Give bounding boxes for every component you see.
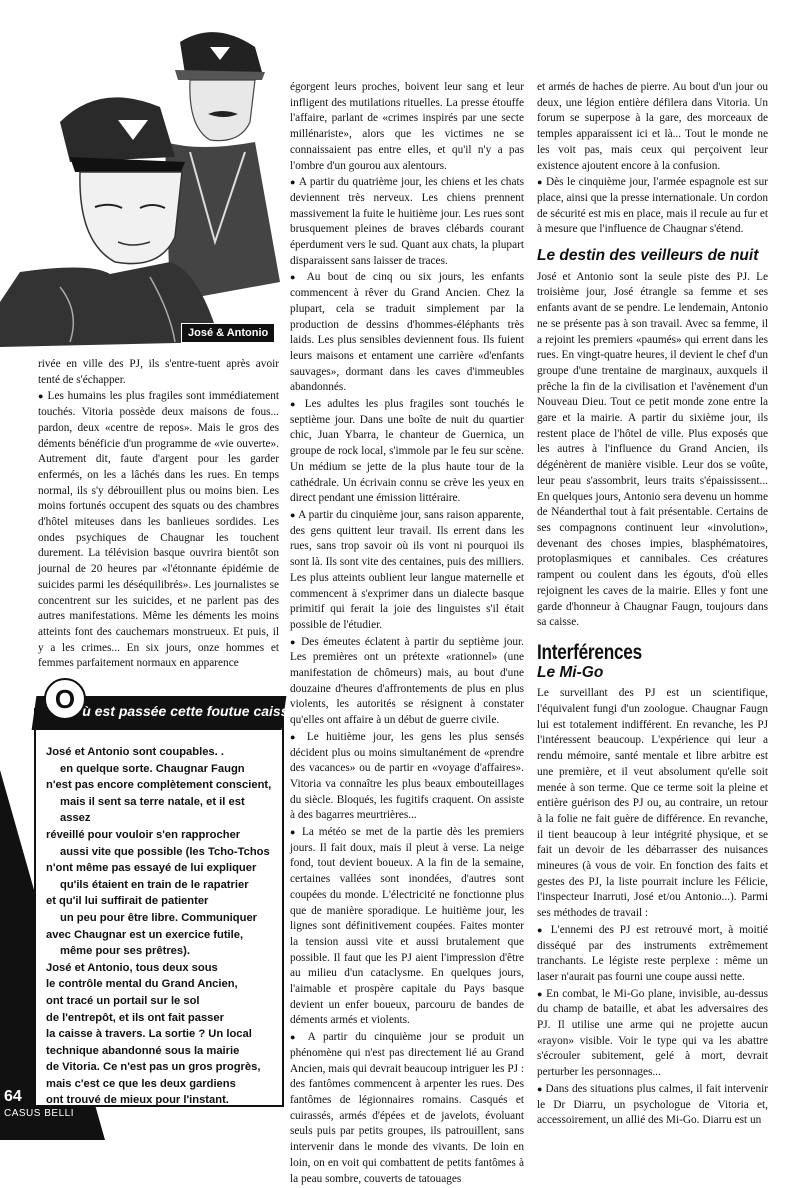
sidebar-line: ont trouvé de mieux pour l'instant. (46, 1094, 229, 1107)
sidebar-line: un peu pour être libre. Communiquer (60, 911, 258, 924)
paragraph: ● La météo se met de la partie dès les premiers jours. Il fait doux, mais il pleut à verse. La neige fond, tout devient boueux. A la fin de la semaine, certaines vallées sont inondées, d'autres sont coupées du monde. L'électricité ne fonctionne plus que de manière sporadique. Le huitième jour, les lignes sont définitivement coupées. Faites monter la tension aussi vite et aussi brutalement que possible. Il faut que les PJ aient l'impression d'être au milieu d'un cataclysme. En quelques jours, l'aimable et prospère capitale du Pays basque devient un enfer boueux, parcouru de bandes de déments armés et violents. (290, 825, 524, 1029)
sidebar-line: ont tracé un portail sur le sol (46, 994, 200, 1007)
sidebar-line: mais il sent sa terre natale, et il est assez (60, 795, 245, 825)
column-3-intro (537, 80, 768, 238)
jose-cap (60, 97, 175, 162)
paragraph: ● A partir du quatrième jour, les chiens et les chats deviennent très nerveux. Les chiens prennent massivement la fuite le huitième jour. Les rues sont brusquement pleines de braves clébards courant éperdument vers le sud. Quant aux chats, la plupart disparaissent sans laisser de traces. (290, 175, 524, 269)
jose-face (80, 172, 182, 264)
sidebar-line: de l'entrepôt, et ils ont fait passer (46, 1011, 224, 1024)
paragraph: et armés de haches de pierre. Au bout d'un jour ou deux, une légion entière défilera dans Vitoria. Un forum se superpose à la gare, des morceaux de temples apparaissent ici et là... Tout le monde ne les voit pas, mais ceux qui perçoivent leur existence ajoutent encore à la confusion. (537, 81, 768, 172)
page-number: 64 (4, 1088, 22, 1105)
antonio-face (190, 80, 255, 141)
destin-paragraph: José et Antonio sont la seule piste des PJ. Le troisième jour, José étrangle sa femme et ses enfants avant de se pendre. Le lendemain, Antonio ne se présente pas à son travail. Avec sa femme, il a rejoint les premiers «paumés» qui errent dans les rues. En vingt-quatre heures, il devient le chef d'un groupe d'une trentaine de marginaux, auxquels il prêche la fin de la civilisation et l'avènement d'un Nouveau Dieu. Tout ce petit monde zone entre la gare et la mairie. A partir du sixième jour, ils restent place de l'hôtel de ville. Plus exposés que les autres à l'influence du Grand Ancien, ils dégénèrent de manière visible. Leur dos se voûte, leur peau s'assombrit, leurs traits s'épaississent... En quelques jours, Antonio sera devenu un homme de Néanderthal tout à fait présentable. Certains de ses compagnons continuent leur «involution», devenant des choses impies, blasphématoires, protoplasmiques et cannibales. Ces créatures rampent ou coulent dans les égouts, d'où elles rejoignent les caves de la mairie. Elles y font une garde d'honneur à Chaugnar Faugn, toujours dans sa caisse. (537, 270, 768, 629)
paragraph: ● A partir du cinquième jour, sans raison apparente, des gens quittent leur travail. Ils errent dans les rues, sans trop savoir où ils vont ni pourquoi ils sont là. Ils sont vite des centaines, puis des milliers. Les plus atteints oublient leur langue maternelle et commencent à s'exprimer dans un dialecte basque primitif qui ferait la joie des linguistes s'il était possible de l'étudier. (290, 508, 524, 634)
column-2 (290, 80, 524, 1188)
paragraph: ● Des émeutes éclatent à partir du septième jour. Les premières ont un prétexte «rationnel» (une manifestation de chômeurs) mais, au bout d'une douzaine d'heures d'affrontements de plus en plus violents, les autorités se résignent à constater qu'elles ont affaire à un début de guerre civile. (290, 635, 524, 729)
paragraph: ● Dès le cinquième jour, l'armée espagnole est sur place, ainsi que la presse internationale. Un cordon de sécurité est mis en place, mais il recule au fur et à mesure que l'influence de Chaugnar s'étend. (537, 175, 768, 238)
sidebar-line: la caisse à travers. La sortie ? Un local (46, 1028, 252, 1041)
sidebar-box-title: ù est passée cette foutue caisse ? (82, 703, 309, 719)
sidebar-line: même pour ses prêtres). (60, 945, 190, 958)
sidebar-line: le contrôle mental du Grand Ancien, (46, 978, 238, 991)
sidebar-line: n'ont même pas essayé de lui expliquer (46, 862, 257, 875)
magazine-name: CASUS BELLI (4, 1108, 74, 1119)
sidebar-line: qu'ils étaient en train de le rapatrier (60, 878, 249, 891)
sidebar-line: réveillé pour vouloir s'en rapprocher (46, 828, 241, 841)
paragraph: Le surveillant des PJ est un scientifique, l'équivalent fungi d'un zoologue. Chaugnar Faugn lui est totalement indifférent. En revanche, les PJ l'intéressent beaucoup. L'expérience qui leur a rendu mémoire, santé mentale et libre arbitre est une première, et il veut absolument qu'elle soit menée à son terme. Que ce terme soit la pleine et entière guérison des PJ ou, au contraire, un retour à la folie ne fait guère de différence. En revanche, il tient beaucoup à leur intégrité physique, et se fait un devoir de les débarrasser des nuisances mineures (à vous de voir. En fonction des faits et gestes des PJ, la liste pourrait inclure les Félicie, l'inspecteur Inarruti, José et/ou Antonio...). Parmi ses méthodes de travail : (537, 687, 768, 920)
paragraph: ● A partir du cinquième jour se produit un phénomène qui n'est pas directement lié au Grand Ancien, mais qui devrait beaucoup intriguer les PJ : des fantômes commencent à arpenter les rues. Des fantômes de légionnaires romains. Casqués et cuirassés, armés d'épées et de javelots, évoluant seuls puis par petits groupes, ils patrouillent, sans intervenir dans le monde des vivants. De loin en loin, on en voit qui combattent de petits fantômes à la peau sombre, couverts de tatouages (290, 1030, 524, 1187)
sidebar-line: José et Antonio sont coupables. . (46, 746, 224, 758)
paragraph: ● Les humains les plus fragiles sont immédiatement touchés. Vitoria possède deux maisons de fous... pardon, deux «centre de repos». Mais le gros des déments bénéficie d'un programme de «vie ouverte». Autrement dit, faute d'argent pour les garder enfermés, on les a lâchés dans les rues. En temps normal, ils s'y débrouillent plus ou moins bien. Les moins fortunés occupent des squats ou des chambres d'hôtel miteuses dans les banlieues sordides. Les ondes psychiques de Chaugnar les touchent durement. La télévision basque ouvrira bientôt son journal de 20 heures par «l'étonnante épidémie de suicides parmi les déséquilibrés». Les journalistes se concentrent sur les suicides, et ne parlent pas des autres manifestations. Même les déments les moins atteints font des cauchemars monstrueux. Et puis, il y a les crimes... En six jours, onze hommes et femmes parfaitement normaux en apparence (38, 389, 279, 672)
paragraph: ● En combat, le Mi-Go plane, invisible, au-dessus du champ de bataille, et abat les adversaires des PJ. Il utilise une arme qui ne projette aucun «rayon» visible. Voir le type qui va les abattre s'écrouler subitement, gelé à mort, devrait perturber les personnages... (537, 987, 768, 1081)
illustration-caption: José & Antonio (181, 323, 275, 343)
sidebar-line: technique abandonné sous la mairie (46, 1044, 240, 1057)
sidebar-line: aussi vite que possible (les Tcho-Tchos (60, 845, 270, 858)
column-3 (537, 80, 768, 1130)
column-3-mi-go (537, 686, 768, 1129)
sidebar-line: de Vitoria. Ce n'est pas un gros progrès, (46, 1061, 261, 1074)
sidebar-line: n'est pas encore complètement conscient, (46, 779, 272, 792)
sidebar-line: mais c'est ce que les deux gardiens (46, 1077, 236, 1090)
sidebar-box-text (46, 744, 278, 1109)
paragraph: ● Le huitième jour, les gens les plus sensés décident plus ou moins simultanément de «prendre des vacances» ou de partir en «voyage d'affaires». Vitoria va connaître les plus beaux embouteillages du siècle. Bloqués, les fugitifs craquent. On assiste à des bagarres meurtrières... (290, 730, 524, 824)
sidebar-box-initial: O (44, 678, 86, 720)
sidebar-line: et qu'il lui suffirait de patienter (46, 895, 209, 908)
heading-interferences: Interférences (537, 640, 642, 664)
sidebar-line: avec Chaugnar est un exercice futile, (46, 928, 244, 941)
sidebar-box (34, 684, 309, 1107)
sidebar-line: en quelque sorte. Chaugnar Faugn (60, 762, 245, 775)
jose-antonio-illustration (0, 12, 285, 347)
sidebar-box-header (32, 684, 309, 730)
column-1 (38, 357, 279, 673)
heading-destin: Le destin des veilleurs de nuit (537, 247, 759, 265)
paragraph: ● Dans des situations plus calmes, il fait intervenir le Dr Diarru, un psychologue de Vitoria et, accessoirement, un allié des Mi-Go. Diarru est un (537, 1082, 768, 1129)
paragraph: ● Au bout de cinq ou six jours, les enfants commencent à rêver du Grand Ancien. Chez la plupart, cela se traduit simplement par la production de dessins d'hommes-éléphants très laids. Les plus sensibles deviennent fous. Ils fuient leurs maisons et entament une carrière «d'enfants sauvages», dormant dans les caves d'immeubles abandonnés. (290, 270, 524, 396)
paragraph: ● Les adultes les plus fragiles sont touchés le septième jour. Dans une boîte de nuit du quartier chic, Juan Ybarra, le chanteur de Guernica, un groupe de rock local, s'immole par le feu sur scène. Un médium se jette de la plus haute tour de la cathédrale. Un écrivain connu se crève les yeux en direct pendant une émission littéraire. (290, 397, 524, 507)
paragraph: ● L'ennemi des PJ est retrouvé mort, à moitié disséqué par des instruments extrêmement tranchants. Le légiste reste perplexe : même un laser n'aurait pas fourni une coupe aussi nette. (537, 923, 768, 986)
paragraph: égorgent leurs proches, boivent leur sang et leur infligent des mutilations rituelles. La presse étouffe l'affaire, parlant de «crimes inspirés par une secte millénariste», alors que les victimes ne se connaissaient pas entre elles, et qu'il n'y a pas l'ombre d'un gourou aux alentours. (290, 81, 524, 172)
paragraph: rivée en ville des PJ, ils s'entre-tuent après avoir tenté de s'échapper. (38, 358, 279, 386)
heading-mi-go: Le Mi-Go (537, 663, 604, 681)
sidebar-line: José et Antonio, tous deux sous (46, 961, 218, 974)
